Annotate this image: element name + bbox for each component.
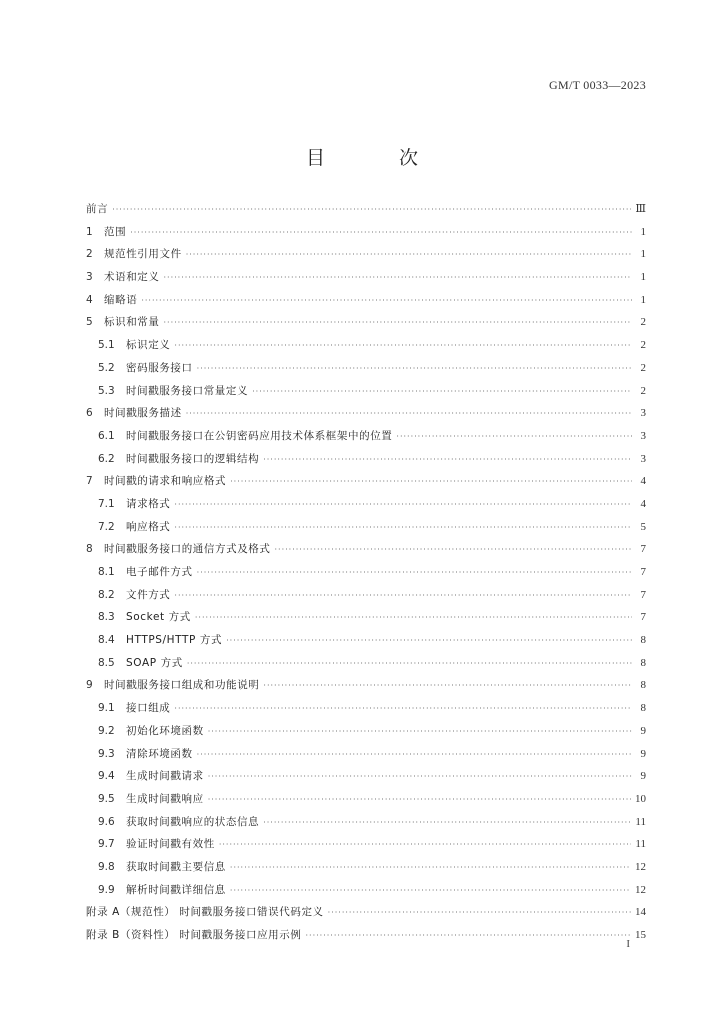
toc-entry-number: 6.2 bbox=[98, 452, 115, 465]
toc-entry-label: 请求格式 bbox=[126, 497, 171, 510]
toc-leader-dots bbox=[186, 244, 632, 267]
toc-entry-number: 9.4 bbox=[98, 770, 115, 783]
toc-leader-dots bbox=[230, 471, 632, 494]
toc-entry-number: 5.3 bbox=[98, 384, 115, 397]
toc-entry-number: 9.3 bbox=[98, 747, 115, 760]
toc-entry-page: 7 bbox=[640, 588, 646, 601]
toc-entry[interactable] bbox=[86, 448, 646, 471]
toc-leader-dots bbox=[197, 744, 632, 767]
toc-entry-page: 10 bbox=[635, 792, 646, 805]
toc-entry-number: 9.5 bbox=[98, 792, 115, 805]
standard-code: GM/T 0033—2023 bbox=[549, 78, 646, 92]
toc-leader-dots bbox=[219, 834, 632, 857]
toc-entry-page: 12 bbox=[635, 860, 646, 873]
toc-entry-page: 8 bbox=[640, 634, 646, 647]
toc-leader-dots bbox=[263, 812, 631, 835]
toc-entry[interactable] bbox=[86, 243, 646, 266]
toc-entry-label: 时间戳服务接口在公钥密码应用技术体系框架中的位置 bbox=[126, 429, 393, 442]
toc-entry-label: 范围 bbox=[104, 225, 127, 238]
toc-leader-dots bbox=[174, 585, 632, 608]
toc-leader-dots bbox=[141, 290, 632, 313]
toc-entry-label: 文件方式 bbox=[126, 588, 171, 601]
toc-entry-number: 9.9 bbox=[98, 883, 115, 896]
toc-entry-label: 解析时间戳详细信息 bbox=[126, 883, 226, 896]
toc-leader-dots bbox=[174, 494, 632, 517]
toc-entry-number: 5 bbox=[86, 316, 93, 329]
toc-entry[interactable] bbox=[86, 901, 646, 924]
toc-entry-label: 清除环境函数 bbox=[126, 747, 193, 760]
toc-entry-number: 8.4 bbox=[98, 634, 115, 647]
toc-entry[interactable] bbox=[86, 311, 646, 334]
toc-entry-number: 9.8 bbox=[98, 860, 115, 873]
toc-entry-label: 密码服务接口 bbox=[126, 361, 193, 374]
toc-entry[interactable] bbox=[86, 697, 646, 720]
toc-leader-dots bbox=[174, 698, 632, 721]
toc-entry-page: 12 bbox=[635, 883, 646, 896]
toc-entry[interactable] bbox=[86, 516, 646, 539]
table-of-contents bbox=[86, 198, 646, 947]
toc-leader-dots bbox=[208, 789, 631, 812]
toc-entry-label: 生成时间戳请求 bbox=[126, 770, 204, 783]
toc-entry-page: 4 bbox=[640, 475, 646, 488]
toc-entry[interactable] bbox=[86, 561, 646, 584]
toc-entry[interactable] bbox=[86, 266, 646, 289]
toc-entry[interactable] bbox=[86, 629, 646, 652]
toc-leader-dots bbox=[230, 880, 631, 903]
toc-entry-number: 8.1 bbox=[98, 566, 115, 578]
toc-entry[interactable] bbox=[86, 674, 646, 697]
toc-entry-number: 8 bbox=[86, 543, 93, 556]
toc-leader-dots bbox=[197, 358, 632, 381]
toc-entry-number: 2 bbox=[86, 248, 93, 261]
toc-entry-number: 9.1 bbox=[98, 702, 115, 715]
toc-entry-number: 8.5 bbox=[98, 656, 115, 669]
toc-entry-label: 时间戳服务接口组成和功能说明 bbox=[104, 679, 260, 692]
toc-entry-number: 9 bbox=[86, 679, 93, 692]
toc-leader-dots bbox=[164, 312, 633, 335]
toc-entry-label: 时间戳服务接口常量定义 bbox=[126, 384, 249, 397]
toc-entry-number: 1 bbox=[86, 225, 93, 238]
toc-leader-dots bbox=[197, 562, 632, 585]
toc-entry-number: 6 bbox=[86, 407, 93, 420]
toc-entry[interactable] bbox=[86, 470, 646, 493]
toc-entry-label: 时间戳的请求和响应格式 bbox=[104, 475, 227, 488]
toc-entry-number: 7.2 bbox=[98, 520, 115, 533]
toc-entry-number: 4 bbox=[86, 293, 93, 306]
toc-entry-page: 8 bbox=[640, 679, 646, 692]
toc-entry-label: 缩略语 bbox=[104, 293, 138, 306]
toc-leader-dots bbox=[328, 902, 631, 925]
toc-entry-label: 标识和常量 bbox=[104, 316, 160, 329]
toc-entry-page: 7 bbox=[640, 611, 646, 624]
toc-entry-number: 8.3 bbox=[98, 611, 115, 624]
toc-entry[interactable] bbox=[86, 833, 646, 856]
page-title: 目 次 bbox=[305, 147, 453, 169]
toc-leader-dots bbox=[187, 653, 632, 676]
toc-entry-label: HTTPS/HTTP 方式 bbox=[126, 634, 223, 647]
toc-entry[interactable] bbox=[86, 788, 646, 811]
toc-entry[interactable] bbox=[86, 584, 646, 607]
toc-leader-dots bbox=[174, 517, 632, 540]
toc-entry-label: Socket 方式 bbox=[126, 611, 191, 624]
toc-leader-dots bbox=[263, 675, 632, 698]
toc-entry-page: 1 bbox=[640, 293, 646, 306]
toc-entry-page: 3 bbox=[640, 452, 646, 465]
toc-entry-page: 11 bbox=[635, 838, 646, 851]
page-number: I bbox=[626, 938, 630, 950]
toc-entry-label: 时间戳服务接口的通信方式及格式 bbox=[104, 543, 271, 556]
toc-entry-page: 1 bbox=[640, 225, 646, 238]
toc-entry-label: 获取时间戳响应的状态信息 bbox=[126, 815, 260, 828]
toc-entry-label: 术语和定义 bbox=[104, 271, 160, 284]
toc-entry-number: 7.1 bbox=[98, 497, 115, 510]
toc-entry-label: 附录 B（资料性） 时间戳服务接口应用示例 bbox=[86, 929, 302, 941]
toc-entry-page: 7 bbox=[640, 566, 646, 578]
toc-entry-page: 2 bbox=[640, 361, 646, 374]
toc-entry-label: 获取时间戳主要信息 bbox=[126, 860, 226, 873]
toc-entry[interactable] bbox=[86, 743, 646, 766]
toc-entry[interactable] bbox=[86, 811, 646, 834]
toc-entry-page: 3 bbox=[640, 407, 646, 420]
toc-entry-page: 9 bbox=[640, 747, 646, 760]
toc-entry-label: 时间戳服务接口的逻辑结构 bbox=[126, 452, 260, 465]
toc-entry[interactable] bbox=[86, 221, 646, 244]
toc-entry-page: 4 bbox=[640, 497, 646, 510]
toc-entry-page: 15 bbox=[635, 929, 646, 941]
toc-entry-page: 2 bbox=[640, 339, 646, 352]
toc-leader-dots bbox=[305, 925, 631, 948]
toc-leader-dots bbox=[130, 222, 632, 245]
toc-leader-dots bbox=[208, 766, 632, 789]
toc-entry-page: 7 bbox=[640, 543, 646, 556]
toc-leader-dots bbox=[112, 199, 631, 222]
toc-entry-page: 8 bbox=[640, 656, 646, 669]
toc-leader-dots bbox=[195, 607, 632, 630]
toc-entry-page: 1 bbox=[640, 248, 646, 261]
toc-entry-number: 9.7 bbox=[98, 838, 115, 851]
toc-leader-dots bbox=[230, 857, 631, 880]
toc-entry[interactable] bbox=[86, 289, 646, 312]
toc-entry[interactable] bbox=[86, 334, 646, 357]
toc-leader-dots bbox=[164, 267, 633, 290]
toc-entry-number: 5.2 bbox=[98, 361, 115, 374]
toc-entry[interactable] bbox=[86, 538, 646, 561]
toc-entry[interactable] bbox=[86, 357, 646, 380]
toc-entry-label: 标识定义 bbox=[126, 339, 171, 352]
toc-entry-page: 1 bbox=[640, 271, 646, 284]
toc-entry-number: 7 bbox=[86, 475, 93, 488]
toc-entry-label: 附录 A（规范性） 时间戳服务接口错误代码定义 bbox=[86, 906, 324, 919]
toc-entry-number: 5.1 bbox=[98, 339, 115, 352]
toc-entry-label: 生成时间戳响应 bbox=[126, 792, 204, 805]
toc-entry-label: 时间戳服务描述 bbox=[104, 407, 182, 420]
toc-entry-page: Ⅲ bbox=[635, 203, 646, 215]
toc-entry[interactable] bbox=[86, 493, 646, 516]
toc-entry-number: 9.2 bbox=[98, 724, 115, 737]
toc-entry-label: 规范性引用文件 bbox=[104, 248, 182, 261]
toc-entry[interactable] bbox=[86, 765, 646, 788]
toc-entry[interactable] bbox=[86, 606, 646, 629]
toc-entry-page: 3 bbox=[640, 429, 646, 442]
toc-entry-page: 2 bbox=[640, 384, 646, 397]
toc-entry-number: 8.2 bbox=[98, 588, 115, 601]
toc-entry-label: 响应格式 bbox=[126, 520, 171, 533]
toc-leader-dots bbox=[252, 381, 632, 404]
toc-entry-page: 2 bbox=[640, 316, 646, 329]
toc-leader-dots bbox=[208, 721, 632, 744]
toc-leader-dots bbox=[275, 539, 633, 562]
toc-entry-number: 3 bbox=[86, 271, 93, 284]
toc-entry-page: 14 bbox=[635, 906, 646, 919]
toc-entry-label: 验证时间戳有效性 bbox=[126, 838, 215, 851]
toc-leader-dots bbox=[174, 335, 632, 358]
toc-entry-number: 6.1 bbox=[98, 429, 115, 442]
toc-entry[interactable] bbox=[86, 652, 646, 675]
toc-entry[interactable] bbox=[86, 380, 646, 403]
toc-entry[interactable] bbox=[86, 856, 646, 879]
toc-entry[interactable] bbox=[86, 720, 646, 743]
toc-entry-page: 9 bbox=[640, 724, 646, 737]
toc-entry-number: 9.6 bbox=[98, 815, 115, 828]
toc-entry[interactable] bbox=[86, 924, 646, 947]
toc-entry-label: 前言 bbox=[86, 203, 109, 215]
toc-entry-label: 初始化环境函数 bbox=[126, 724, 204, 737]
toc-entry[interactable] bbox=[86, 198, 646, 221]
toc-entry[interactable] bbox=[86, 402, 646, 425]
toc-entry-page: 5 bbox=[640, 520, 646, 533]
toc-leader-dots bbox=[396, 426, 632, 449]
toc-entry-page: 8 bbox=[640, 702, 646, 715]
toc-entry-page: 9 bbox=[640, 770, 646, 783]
toc-entry[interactable] bbox=[86, 879, 646, 902]
toc-leader-dots bbox=[186, 403, 632, 426]
toc-leader-dots bbox=[226, 630, 632, 653]
toc-entry-page: 11 bbox=[635, 815, 646, 828]
toc-entry-label: 电子邮件方式 bbox=[126, 566, 193, 578]
toc-leader-dots bbox=[263, 449, 632, 472]
toc-entry[interactable] bbox=[86, 425, 646, 448]
toc-entry-label: SOAP 方式 bbox=[126, 656, 183, 669]
toc-entry-label: 接口组成 bbox=[126, 702, 171, 715]
